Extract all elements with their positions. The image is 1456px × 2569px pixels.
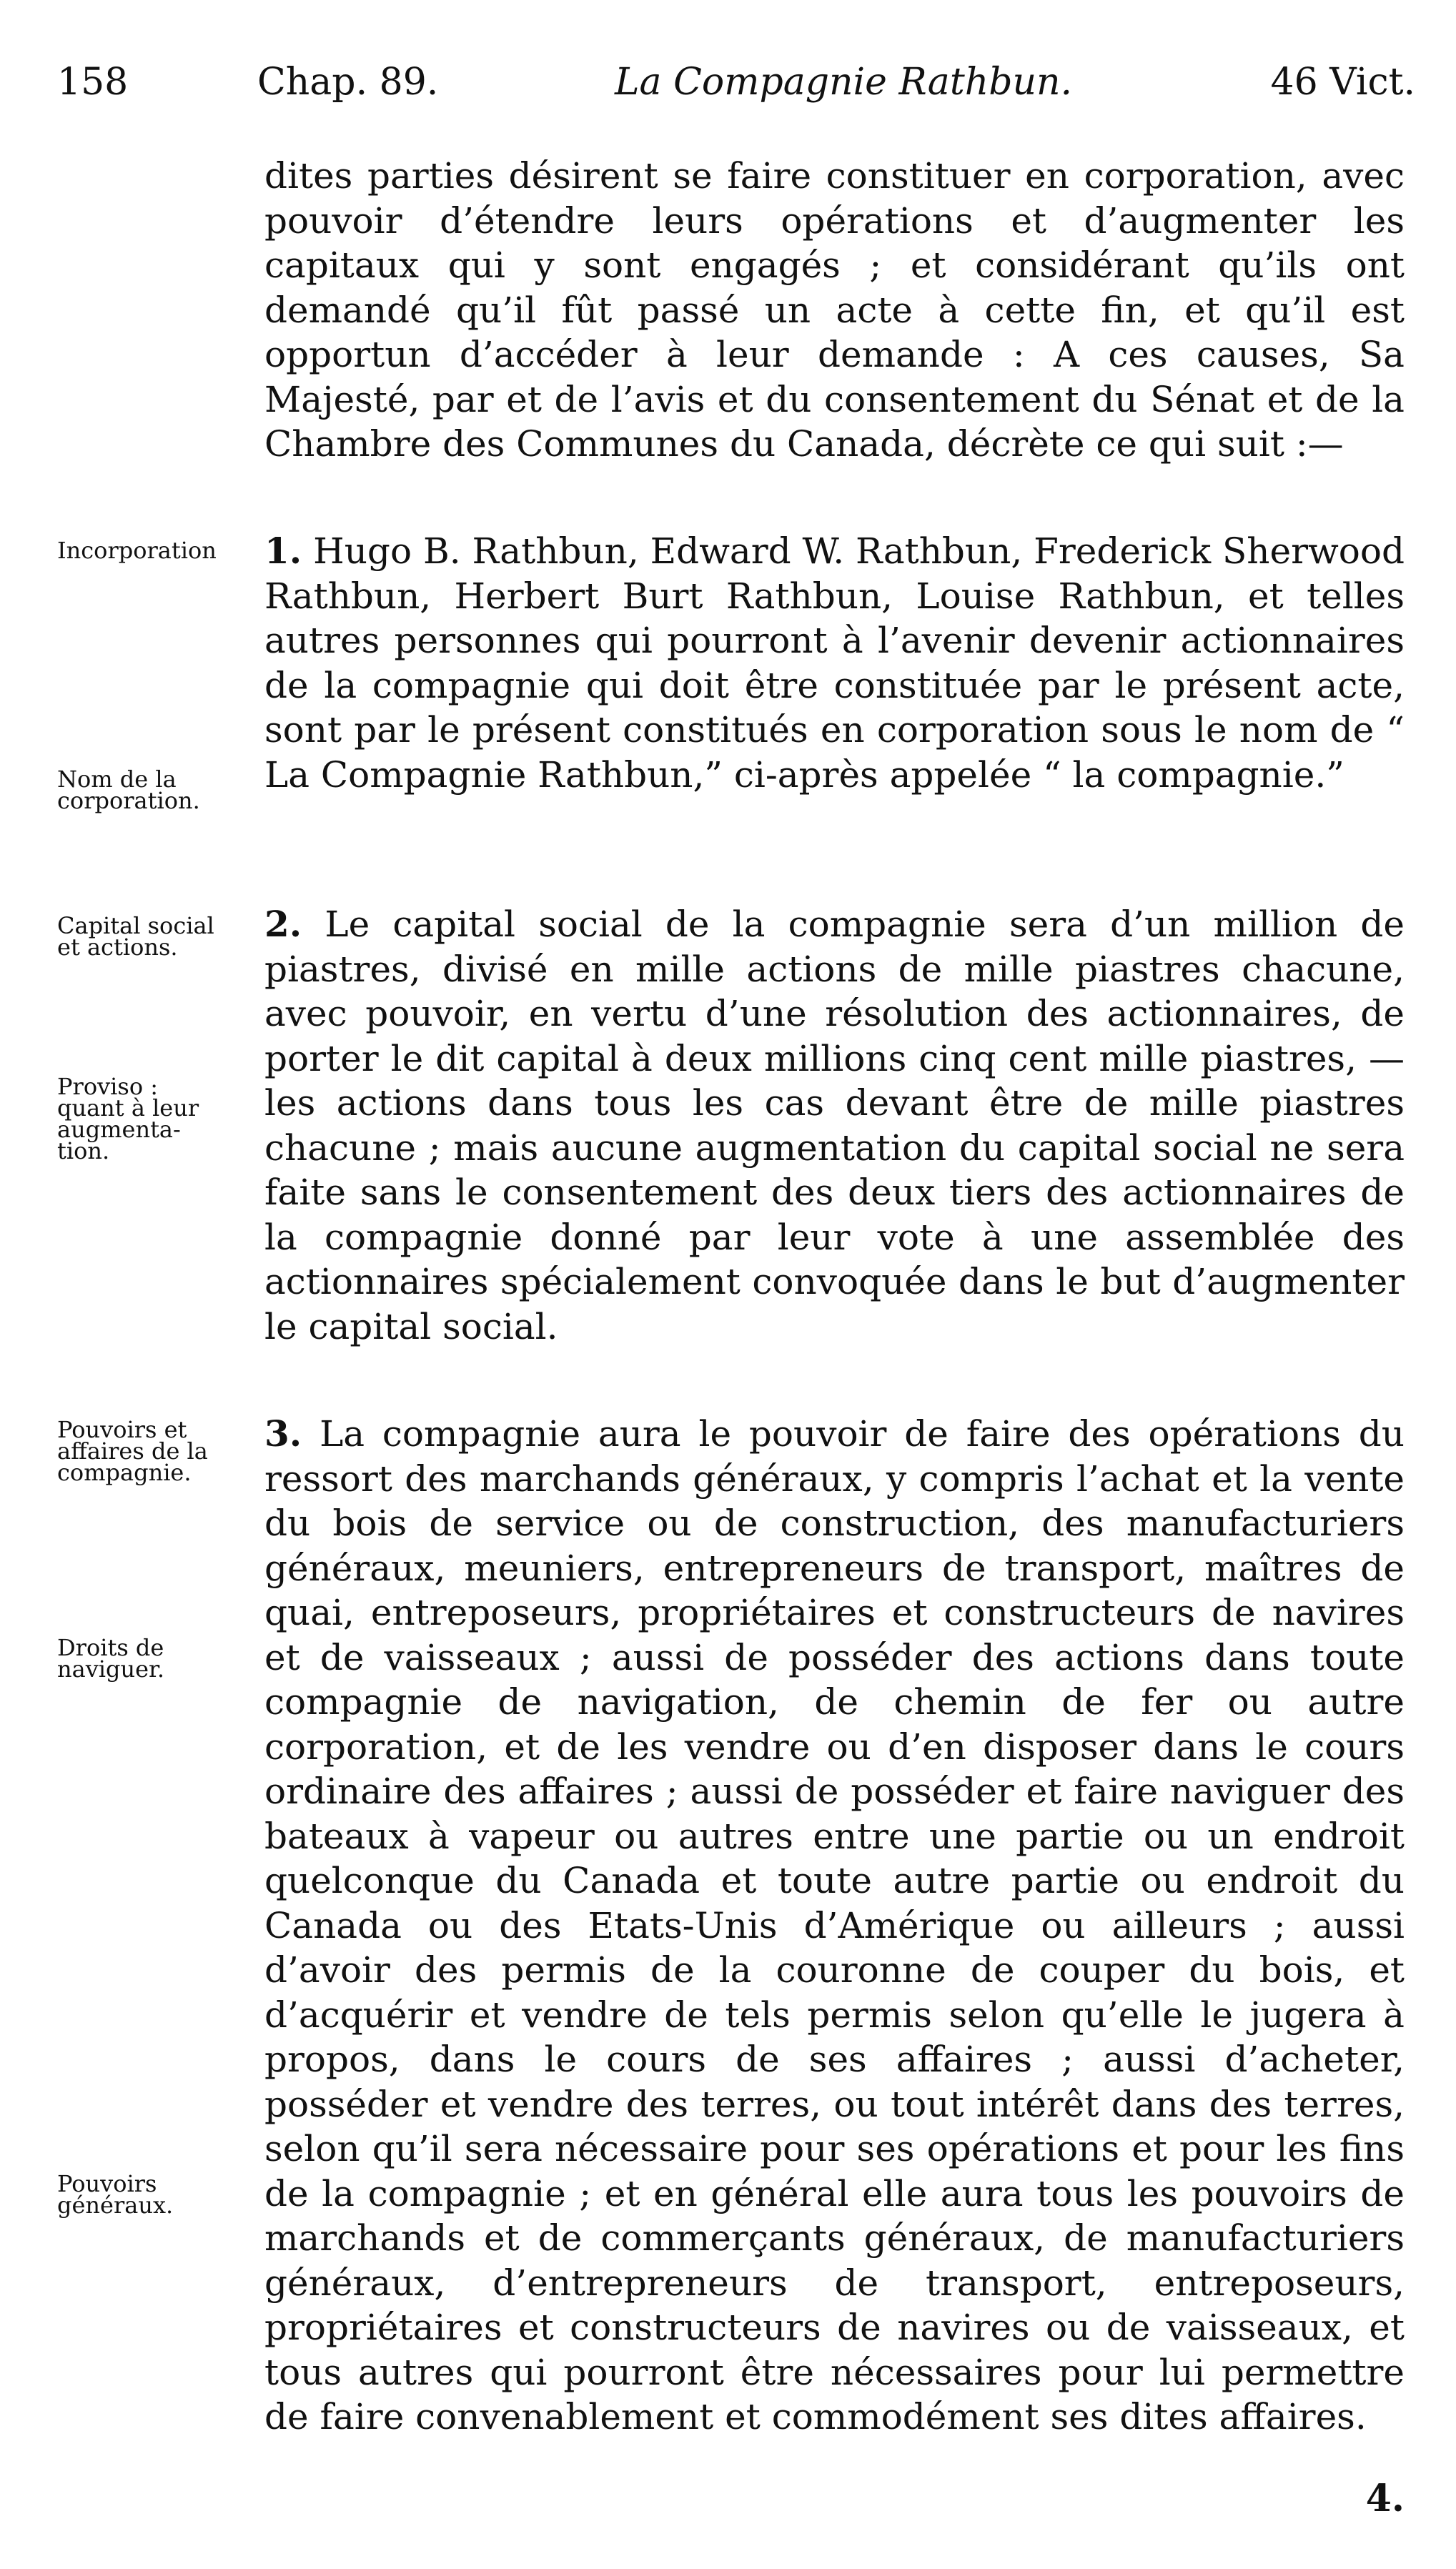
margin-note-proviso: [57, 1073, 264, 1164]
preamble-text: dites parties désirent se faire constituer en corporation, avec pouvoir d’étendre leurs opérations et d’augmenter les capitaux qui y sont engagés ; et considérant qu’ils ont demandé qu’il fût passé un acte à cette fin, et qu’il est opportun d’accéder à leur demande : A ces causes, Sa Majesté, par et de l’avis et du consentement du Sénat et de la Chambre des Communes du Canada, décrète ce qui suit :—: [264, 155, 1405, 465]
section-text: Le capital social de la compagnie sera d’un million de piastres, divisé en mille actions de mille piastres chacune, avec pouvoir, en vertu d’une résolution des actionnaires, de porter le dit capital à deux millions cinq cent mille piastres, —les actions dans tous les cas devant être de mille piastres chacune ; mais aucune augmentation du capital social ne sera faite sans le consentement des deux tiers des actionnaires de la compagnie donné par leur vote à une assemblée des actionnaires spécialement convoquée dans le but d’augmenter le capital social.: [264, 904, 1405, 1347]
preamble: [264, 154, 1405, 467]
section-number: 2.: [264, 903, 302, 945]
regnal-year: 46 Vict.: [1270, 61, 1415, 104]
margin-note-line: Pouvoirs et: [57, 1416, 187, 1443]
margin-note-line: compagnie.: [57, 1459, 192, 1486]
margin-note-capital: [57, 912, 264, 961]
margin-note-line: généraux.: [57, 2192, 174, 2219]
page-number: 158: [57, 61, 129, 104]
margin-note-incorporation: [57, 537, 264, 564]
margin-note-pouvoirs-generaux: [57, 2170, 264, 2219]
margin-note-line: tion.: [57, 1137, 110, 1164]
running-header: [57, 61, 1415, 118]
chapter-label: Chap. 89.: [257, 61, 439, 104]
section-number: 3.: [264, 1412, 302, 1455]
margin-note-line: Pouvoirs: [57, 2170, 157, 2197]
section-paragraph: [264, 902, 1405, 1349]
margin-note-line: quant à leur: [57, 1094, 199, 1122]
section-1: [264, 529, 1405, 797]
margin-note-line: affaires de la: [57, 1437, 208, 1465]
running-title: La Compagnie Rathbun.: [615, 61, 1072, 104]
margin-note-pouvoirs-affaires: [57, 1416, 264, 1486]
margin-note-line: corporation.: [57, 787, 200, 814]
margin-note-line: Proviso :: [57, 1073, 159, 1100]
margin-note-line: naviguer.: [57, 1655, 164, 1683]
margin-note-line: et actions.: [57, 934, 178, 961]
section-3: [264, 1412, 1405, 2440]
margin-note-line: Incorporation: [57, 537, 217, 564]
section-text: La compagnie aura le pouvoir de faire des opérations du ressort des marchands généraux, y compris l’achat et la vente du bois de service ou de construction, des manufacturiers généraux, meuniers, entrepreneurs de transport, maîtres de quai, entreposeurs, propriétaires et constructeurs de navires et de vaisseaux ; aussi de posséder des actions dans toute compagnie de navigation, de chemin de fer ou autre corporation, et de les vendre ou d’en disposer dans le cours ordinaire des affaires ; aussi de posséder et faire naviguer des bateaux à vapeur ou autres entre une partie ou un endroit quelconque du Canada et toute autre partie ou endroit du Canada ou des Etats-Unis d’Amérique ou ailleurs ; aussi d’avoir des permis de la couronne de couper du bois, et d’acquérir et vendre de tels permis selon qu’elle le jugera à propos, dans le cours de ses affaires ; aussi d’acheter, posséder et vendre des terres, ou tout intérêt dans des terres, selon qu’il sera nécessaire pour ses opérations et pour les fins de la compagnie ; et en général elle aura tous les pouvoirs de marchands et de commerçants généraux, de manufacturiers généraux, d’entrepreneurs de transport, entreposeurs, propriétaires et constructeurs de navires ou de vaisseaux, et tous autres qui pourront être nécessaires pour lui permettre de faire convenablement et commodément ses dites affaires.: [264, 1413, 1405, 2437]
margin-note-line: augmenta-: [57, 1116, 181, 1143]
section-text: Hugo B. Rathbun, Edward W. Rathbun, Frederick Sherwood Rathbun, Herbert Burt Rathbun, Louise Rathbun, et telles autres personnes qui pourront à l’avenir devenir actionnaires de la compagnie qui doit être constituée par le présent acte, sont par le présent constitués en corporation sous le nom de “ La Compagnie Rathbun,” ci-après appelée “ la compagnie.”: [264, 530, 1405, 796]
margin-note-line: Nom de la: [57, 766, 177, 793]
section-paragraph: [264, 1412, 1405, 2440]
margin-note-nom: [57, 766, 264, 814]
margin-note-droits: [57, 1634, 264, 1683]
section-2: [264, 902, 1405, 1349]
section-paragraph: [264, 529, 1405, 797]
margin-note-line: Capital social: [57, 912, 214, 939]
section-number: 1.: [264, 530, 302, 572]
catchword: 4.: [1365, 2477, 1405, 2520]
margin-note-line: Droits de: [57, 1634, 164, 1661]
